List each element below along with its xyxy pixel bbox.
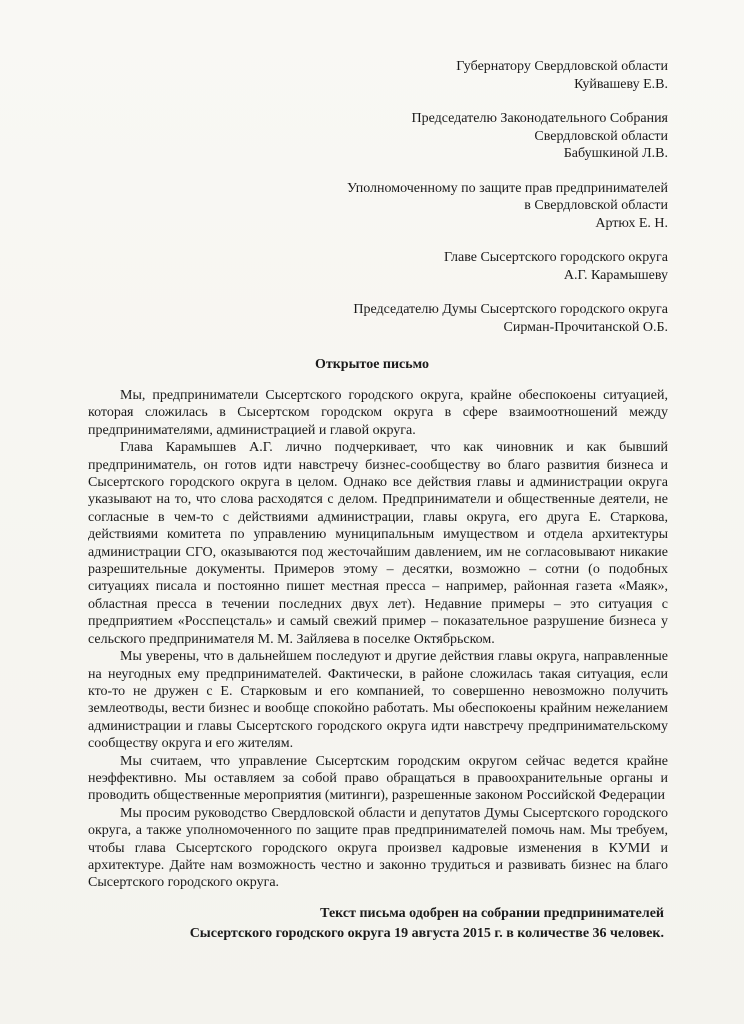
addressee-line: Свердловской области bbox=[534, 128, 668, 144]
addressee-line: Главе Сысертского городского округа bbox=[443, 250, 668, 265]
addressee-line: в Свердловской области bbox=[524, 198, 668, 213]
letter-body bbox=[88, 387, 668, 892]
signature-note bbox=[104, 904, 664, 944]
body-paragraph: Глава Карамышев А.Г. лично подчеркивает, что как чиновник и как бывший предприниматель, он готов идти навстречу бизнес-сообществу во благо развития бизнеса и Сысертского городского округа в целом. Однако все действия главы и администрации округа указывают на то, что слова расходятся с делом. Предприниматели и общественные деятели, не согласные в чем-то с действиями администрации, главы округа, его друга Е. Старкова, действиями комитета по управлению муниципальным имуществом и отдела архитектуры администрации СГО, оказываются под жесточайшим давлением, им не согласовывают никакие разрешительные документы. Примеров этому – десятки, возможно – сотни (о подобных ситуациях писала и постоянно пишет местная пресса – например, районная газета «Маяк», областная пресса в течении последних двух лет). Недавние примеры – это ситуация с предприятием «Росспецсталь» и самый свежий пример – показательное разрушение бизнеса у сельского предпринимателя М. М. Зайляева в поселке Октябрьском. bbox=[88, 440, 668, 647]
addressee-governor bbox=[248, 58, 668, 93]
signature-line: Сысертского городского округа 19 августа 2015 г. в количестве 36 человек. bbox=[189, 926, 664, 941]
body-paragraph: Мы уверены, что в дальнейшем последуют и другие действия главы округа, направленные на неугодных ему предпринимателей. Фактически, в районе сложилась такая ситуация, если кто-то не дружен с Е. Старковым и его компанией, то совершенно невозможно получить землеотводы, вести бизнес и вообще спокойно работать. Мы обеспокоены крайним нежеланием администрации и главы Сысертского городского округа идти навстречу предпринимательскому сообществу округа и его жителям. bbox=[88, 649, 668, 752]
addressee-ombudsman bbox=[248, 180, 668, 233]
addressee-line: Председателю Думы Сысертского городского округа bbox=[353, 302, 668, 317]
addressee-line: Бабушкиной Л.В. bbox=[563, 146, 668, 161]
addressee-line: Куйвашеву Е.В. bbox=[574, 76, 668, 92]
addressee-line: Уполномоченному по защите прав предпринимателей bbox=[347, 180, 668, 196]
addressee-line: Губернатору Свердловской области bbox=[456, 59, 668, 74]
signature-line: Текст письма одобрен на собрании предпринимателей bbox=[320, 906, 664, 921]
addressee-duma-chair bbox=[248, 301, 668, 336]
addressee-legislative-chair bbox=[248, 110, 668, 163]
addressee-line: Сирман-Прочитанской О.Б. bbox=[503, 319, 668, 335]
letter-title: Открытое письмо bbox=[314, 357, 430, 372]
addressee-line: Артюх Е. Н. bbox=[595, 215, 668, 231]
addressee-district-head bbox=[248, 249, 668, 284]
addressee-line: А.Г. Карамышеву bbox=[563, 267, 668, 283]
body-paragraph: Мы, предприниматели Сысертского городского округа, крайне обеспокоены ситуацией, которая сложилась в Сысертском городском округа в сфере взаимоотношений между предпринимателями, администрацией и главой округа. bbox=[88, 388, 668, 438]
addressee-block bbox=[248, 58, 668, 353]
addressee-line: Председателю Законодательного Собрания bbox=[411, 111, 668, 126]
body-paragraph: Мы считаем, что управление Сысертским городским округом сейчас ведется крайне неэффективно. Мы оставляем за собой право обращаться в правоохранительные органы и проводить общественные мероприятия (митинги), разрешенные законом Российской Федерации bbox=[88, 753, 668, 804]
body-paragraph: Мы просим руководство Свердловской области и депутатов Думы Сысертского городского округа, а также уполномоченного по защите прав предпринимателей помочь нам. Мы требуем, чтобы глава Сысертского городского округа произвел кадровые изменения в КУМИ и архитектуре. Дайте нам возможность честно и законно трудиться и развивать бизнес на благо Сысертского городского округа. bbox=[88, 805, 668, 891]
